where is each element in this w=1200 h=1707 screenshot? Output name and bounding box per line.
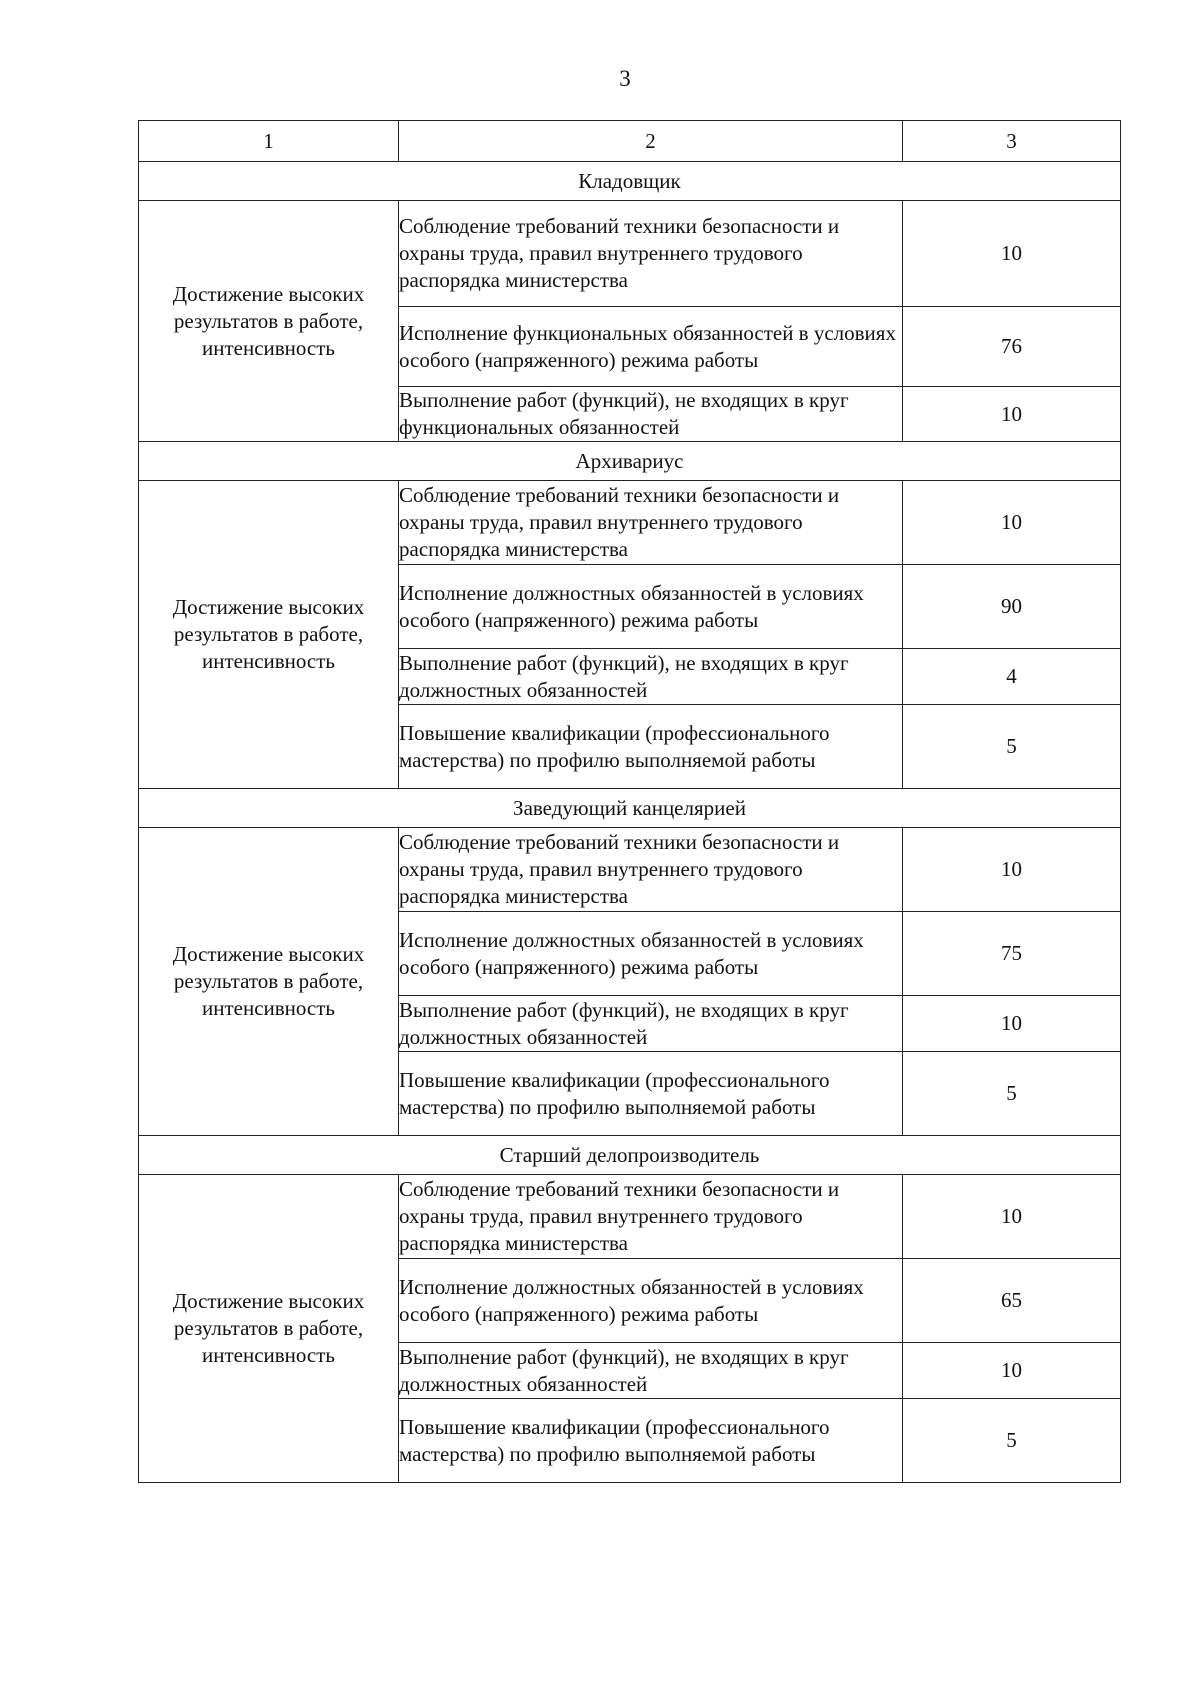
section-title: Архивариус [139, 442, 1121, 481]
criterion-cell: Достижение высоких результатов в работе, интенсивность [139, 201, 399, 442]
section-title: Кладовщик [139, 162, 1121, 201]
section-title: Заведующий канцелярией [139, 789, 1121, 828]
section-header-archivist [139, 442, 1121, 481]
indicator-cell: Соблюдение требований техники безопасности и охраны труда, правил внутреннего трудового распорядка министерства [399, 1175, 903, 1259]
points-cell: 65 [903, 1259, 1121, 1343]
points-cell: 10 [903, 828, 1121, 912]
column-number-2: 2 [399, 121, 903, 162]
column-number-3: 3 [903, 121, 1121, 162]
indicator-cell: Исполнение должностных обязанностей в условиях особого (напряженного) режима работы [399, 912, 903, 996]
points-cell: 10 [903, 387, 1121, 442]
indicator-cell: Выполнение работ (функций), не входящих в круг должностных обязанностей [399, 996, 903, 1052]
table-row [139, 481, 1121, 565]
table-row [139, 828, 1121, 912]
section-header-senior-clerk [139, 1136, 1121, 1175]
section-header-storekeeper [139, 162, 1121, 201]
points-cell: 76 [903, 307, 1121, 387]
section-header-office-manager [139, 789, 1121, 828]
points-cell: 75 [903, 912, 1121, 996]
indicator-cell: Исполнение должностных обязанностей в условиях особого (напряженного) режима работы [399, 1259, 903, 1343]
points-cell: 5 [903, 705, 1121, 789]
points-cell: 90 [903, 565, 1121, 649]
criterion-cell: Достижение высоких результатов в работе, интенсивность [139, 828, 399, 1136]
indicator-cell: Выполнение работ (функций), не входящих в круг функциональных обязанностей [399, 387, 903, 442]
points-cell: 5 [903, 1052, 1121, 1136]
points-cell: 10 [903, 1343, 1121, 1399]
indicator-cell: Соблюдение требований техники безопасности и охраны труда, правил внутреннего трудового распорядка министерства [399, 481, 903, 565]
table-row [139, 201, 1121, 307]
indicator-cell: Повышение квалификации (профессионального мастерства) по профилю выполняемой работы [399, 1399, 903, 1483]
indicator-cell: Исполнение функциональных обязанностей в условиях особого (напряженного) режима работы [399, 307, 903, 387]
points-cell: 4 [903, 649, 1121, 705]
table-row [139, 1175, 1121, 1259]
points-cell: 10 [903, 481, 1121, 565]
indicator-cell: Повышение квалификации (профессионального мастерства) по профилю выполняемой работы [399, 1052, 903, 1136]
indicator-cell: Соблюдение требований техники безопасности и охраны труда, правил внутреннего трудового распорядка министерства [399, 828, 903, 912]
indicator-cell: Выполнение работ (функций), не входящих в круг должностных обязанностей [399, 1343, 903, 1399]
indicator-cell: Выполнение работ (функций), не входящих в круг должностных обязанностей [399, 649, 903, 705]
points-cell: 10 [903, 996, 1121, 1052]
points-cell: 10 [903, 1175, 1121, 1259]
section-title: Старший делопроизводитель [139, 1136, 1121, 1175]
criterion-cell: Достижение высоких результатов в работе, интенсивность [139, 481, 399, 789]
indicator-cell: Соблюдение требований техники безопасности и охраны труда, правил внутреннего трудового распорядка министерства [399, 201, 903, 307]
page-number: 3 [619, 66, 631, 91]
indicator-cell: Исполнение должностных обязанностей в условиях особого (напряженного) режима работы [399, 565, 903, 649]
indicator-cell: Повышение квалификации (профессионального мастерства) по профилю выполняемой работы [399, 705, 903, 789]
criterion-cell: Достижение высоких результатов в работе, интенсивность [139, 1175, 399, 1483]
points-cell: 5 [903, 1399, 1121, 1483]
column-number-row [139, 121, 1121, 162]
column-number-1: 1 [139, 121, 399, 162]
points-cell: 10 [903, 201, 1121, 307]
criteria-table [138, 120, 1121, 1483]
